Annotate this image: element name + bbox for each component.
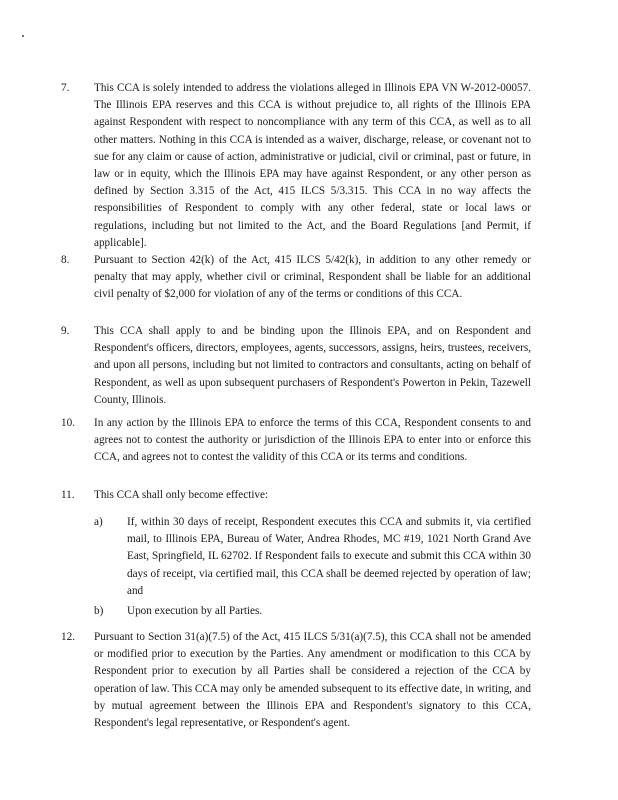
paragraph-7 — [61, 80, 531, 252]
subitem-a — [94, 514, 531, 600]
paragraph-text: This CCA is solely intended to address the violations alleged in Illinois EPA VN W-2012-00057. The Illinois EPA reserves and this CCA is without prejudice to, all rights of the Illinois EPA against Respondent with respect to noncompliance with any term of this CCA, as well as to all other matters. Nothing in this CCA is intended as a waiver, discharge, release, or covenant not to sue for any claim or cause of action, administrative or judicial, civil or criminal, past or future, in law or in equity, which the Illinois EPA may have against Respondent, or any other person as defined by Section 3.315 of the Act, 415 ILCS 5/3.315. This CCA in no way affects the responsibilities of Respondent to comply with any other federal, state or local laws or regulations, including but not limited to the Act, and the Board Regulations [and Permit, if applicable]. — [94, 82, 531, 249]
subitem-b — [94, 603, 531, 620]
paragraph-10 — [61, 415, 531, 467]
paragraph-text: This CCA shall only become effective: — [94, 489, 269, 501]
subitem-text: If, within 30 days of receipt, Respondent executes this CCA and submits it, via certified mail, to Illinois EPA, Bureau of Water, Andrea Rhodes, MC #19, 1021 North Grand Ave East, Springfield, IL 62702. If Respondent fails to execute and submit this CCA within 30 days of receipt, via certified mail, this CCA shall be deemed rejected by operation of law; and — [127, 516, 531, 597]
scan-speck — [22, 35, 24, 37]
paragraph-text: Pursuant to Section 31(a)(7.5) of the Act, 415 ILCS 5/31(a)(7.5), this CCA shall not be amended or modified prior to execution by the Parties. Any amendment or modification to this CCA by Respondent prior to execution by all Parties shall be considered a rejection of the CCA by operation of law. This CCA may only be amended subsequent to its effective date, in writing, and by mutual agreement between the Illinois EPA and Respondent's signatory to this CCA, Respondent's legal representative, or Respondent's agent. — [94, 631, 531, 730]
subitem-label: a) — [94, 516, 103, 528]
paragraph-8 — [61, 252, 531, 304]
paragraph-12 — [61, 629, 531, 732]
paragraph-number: 10. — [61, 417, 75, 429]
paragraph-9 — [61, 323, 531, 409]
paragraph-text: This CCA shall apply to and be binding upon the Illinois EPA, and on Respondent and Respondent's officers, directors, employees, agents, successors, assigns, heirs, trustees, receivers, and upon all persons, including but not limited to contractors and consultants, acting on behalf of Respondent, as well as upon subsequent purchasers of Respondent's Powerton in Pekin, Tazewell County, Illinois. — [94, 325, 531, 406]
paragraph-text: In any action by the Illinois EPA to enforce the terms of this CCA, Respondent consents to and agrees not to contest the authority or jurisdiction of the Illinois EPA to enter into or enforce this CCA, and agrees not to contest the validity of this CCA or its terms and conditions. — [94, 417, 531, 464]
paragraph-number: 8. — [61, 254, 70, 266]
paragraph-11 — [61, 487, 531, 504]
paragraph-text: Pursuant to Section 42(k) of the Act, 415 ILCS 5/42(k), in addition to any other remedy or penalty that may apply, whether civil or criminal, Respondent shall be liable for an additional civil penalty of $2,000 for violation of any of the terms or conditions of this CCA. — [94, 254, 531, 301]
paragraph-number: 12. — [61, 631, 75, 643]
paragraph-number: 7. — [61, 82, 70, 94]
paragraph-number: 11. — [61, 489, 75, 501]
paragraph-number: 9. — [61, 325, 70, 337]
subitem-label: b) — [94, 605, 104, 617]
subitem-text: Upon execution by all Parties. — [127, 605, 263, 617]
